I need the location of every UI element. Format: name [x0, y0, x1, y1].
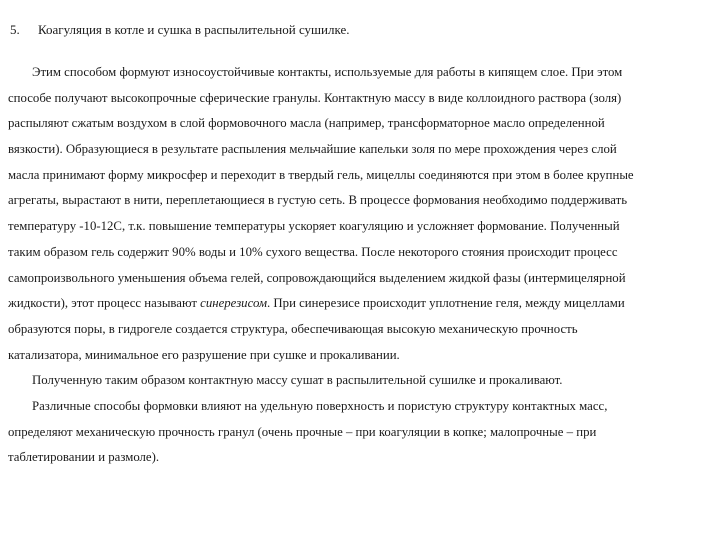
paragraph-1-line-12: катализатора, минимальное его разрушение при сушке и прокаливании. — [8, 347, 400, 362]
paragraph-3-line-2: определяют механическую прочность гранул (очень прочные – при коагуляции в копке; малопрочные – при — [8, 424, 597, 439]
paragraph-1-line-8: таким образом гель содержит 90% воды и 10% сухого вещества. После некоторого стояния происходит процесс — [8, 244, 618, 259]
section-title: Коагуляция в котле и сушка в распылительной сушилке. — [38, 22, 350, 37]
paragraph-3-line-1: Различные способы формовки влияют на удельную поверхность и пористую структуру контактных масс, — [32, 398, 608, 413]
paragraph-1-line-9: самопроизвольного уменьшения объема гелей, сопровождающийся выделением жидкой фазы (интермицелярной — [8, 270, 626, 285]
paragraph-1-line-1: Этим способом формуют износоустойчивые контакты, используемые для работы в кипящем слое. При этом — [32, 65, 623, 79]
section-heading — [10, 22, 700, 38]
paragraph-1-line-7: температуру -10-12С, т.к. повышение температуры ускоряет коагуляцию и усложняет формование. Полученный — [8, 219, 620, 234]
line-10-start: жидкости), этот процесс называют — [8, 296, 201, 311]
body-text — [8, 60, 708, 471]
paragraph-1-line-6: агрегаты, вырастают в нити, переплетающиеся в густую сеть. В процессе формования необходимо поддерживать — [8, 193, 628, 208]
paragraph-1-line-4: вязкости). Образующиеся в результате распыления мельчайшие капельки золя по мере прохождения через слой — [8, 142, 617, 157]
section-number: 5. — [10, 22, 20, 37]
paragraph-1-line-5: масла принимают форму микросфер и переходит в твердый гель, мицеллы соединяются при этом в более крупные — [8, 167, 634, 182]
line-10-end: . При синерезисе происходит уплотнение геля, между мицеллами — [267, 296, 625, 311]
paragraph-3-line-3: таблетировании и размоле). — [8, 450, 160, 465]
paragraph-1-line-11: образуются поры, в гидрогеле создается структура, обеспечивающая высокую механическую прочность — [8, 321, 578, 336]
paragraph-1-line-2: способе получают высокопрочные сферические гранулы. Контактную массу в виде коллоидного раствора (золя) — [8, 90, 622, 105]
paragraph-1-line-3: распыляют сжатым воздухом в слой формовочного масла (например, трансформаторное масло определенной — [8, 116, 605, 131]
paragraph-1-line-10 — [8, 291, 708, 317]
paragraph-2: Полученную таким образом контактную массу сушат в распылительной сушилке и прокаливают. — [32, 373, 563, 388]
term-syneresis: синерезисом — [200, 296, 268, 311]
